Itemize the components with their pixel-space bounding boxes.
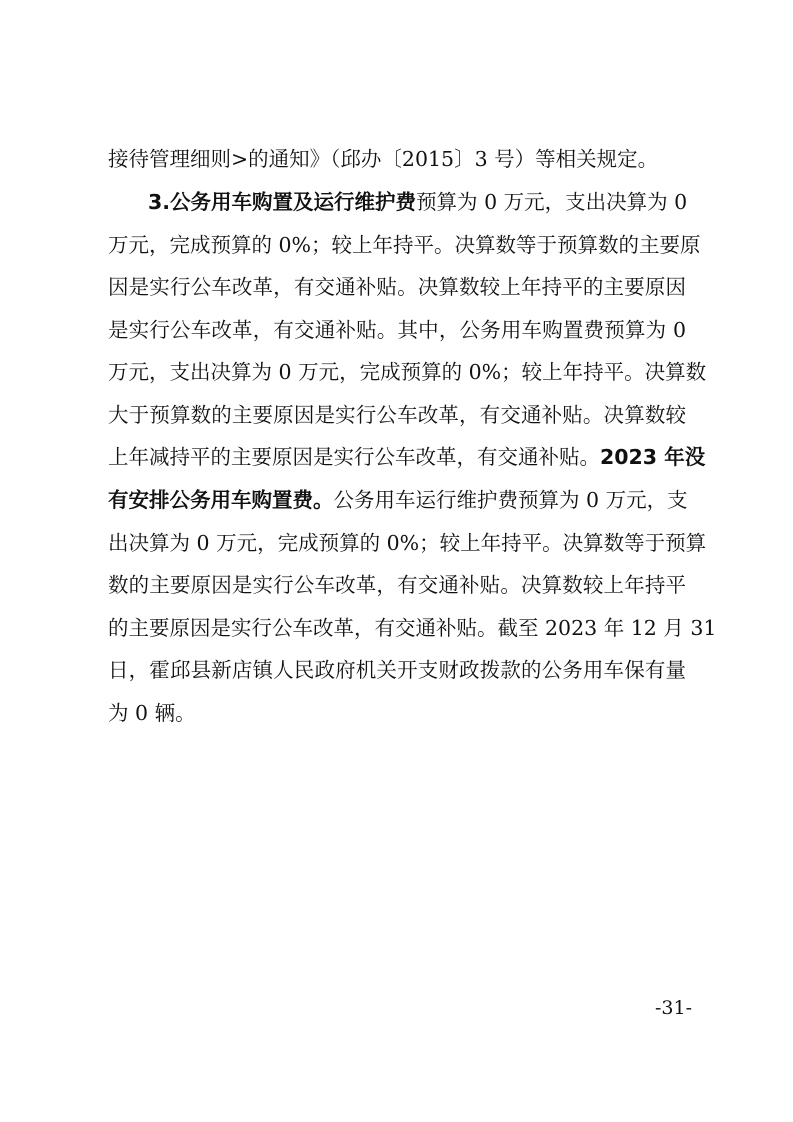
paragraph-line (0, 653, 793, 687)
text-segment: 预算为 0 万元，支出决算为 0 (416, 190, 688, 214)
paragraph-line (0, 611, 793, 645)
text-segment: 上年减持平的主要原因是实行公车改革，有交通补贴。 (108, 445, 600, 469)
text-line: 为 0 辆。 (108, 701, 196, 725)
text-line: 日，霍邱县新店镇人民政府机关开支财政拨款的公务用车保有量 (108, 658, 686, 682)
paragraph-line (0, 270, 793, 304)
text-line: 万元，支出决算为 0 万元，完成预算的 0%；较上年持平。决算数 (108, 360, 707, 384)
paragraph-line (0, 696, 793, 730)
text-line (108, 483, 686, 517)
text-line (108, 440, 706, 474)
paragraph-line (0, 483, 793, 517)
text-line: 是实行公车改革，有交通补贴。其中，公务用车购置费预算为 0 (108, 318, 686, 342)
bold-segment: 有安排公务用车购置费。 (108, 488, 334, 512)
page-number: -31- (654, 997, 692, 1019)
text-line: 数的主要原因是实行公车改革，有交通补贴。决算数较上年持平 (108, 573, 686, 597)
paragraph-line (0, 568, 793, 602)
paragraph-line (0, 185, 793, 219)
paragraph-line (0, 526, 793, 560)
paragraph-line (0, 142, 793, 176)
text-segment: 公务用车运行维护费预算为 0 万元，支 (333, 488, 688, 512)
paragraph-line (0, 313, 793, 347)
text-line: 大于预算数的主要原因是实行公车改革，有交通补贴。决算数较 (108, 403, 686, 427)
section-heading: 3.公务用车购置及运行维护费 (148, 190, 417, 214)
text-line (148, 185, 686, 219)
paragraph-line (0, 398, 793, 432)
paragraph-line (0, 355, 793, 389)
text-line: 接待管理细则>的通知》（邱办〔2015〕3 号）等相关规定。 (108, 147, 659, 171)
paragraph-line (0, 228, 793, 262)
paragraph-line (0, 440, 793, 474)
bold-segment: 2023 年没 (600, 445, 706, 469)
text-line: 的主要原因是实行公车改革，有交通补贴。截至 2023 年 12 月 31 (108, 616, 717, 640)
text-line: 万元，完成预算的 0%；较上年持平。决算数等于预算数的主要原 (108, 233, 701, 257)
text-line: 出决算为 0 万元，完成预算的 0%；较上年持平。决算数等于预算 (108, 531, 707, 555)
text-line: 因是实行公车改革，有交通补贴。决算数较上年持平的主要原因 (108, 275, 686, 299)
